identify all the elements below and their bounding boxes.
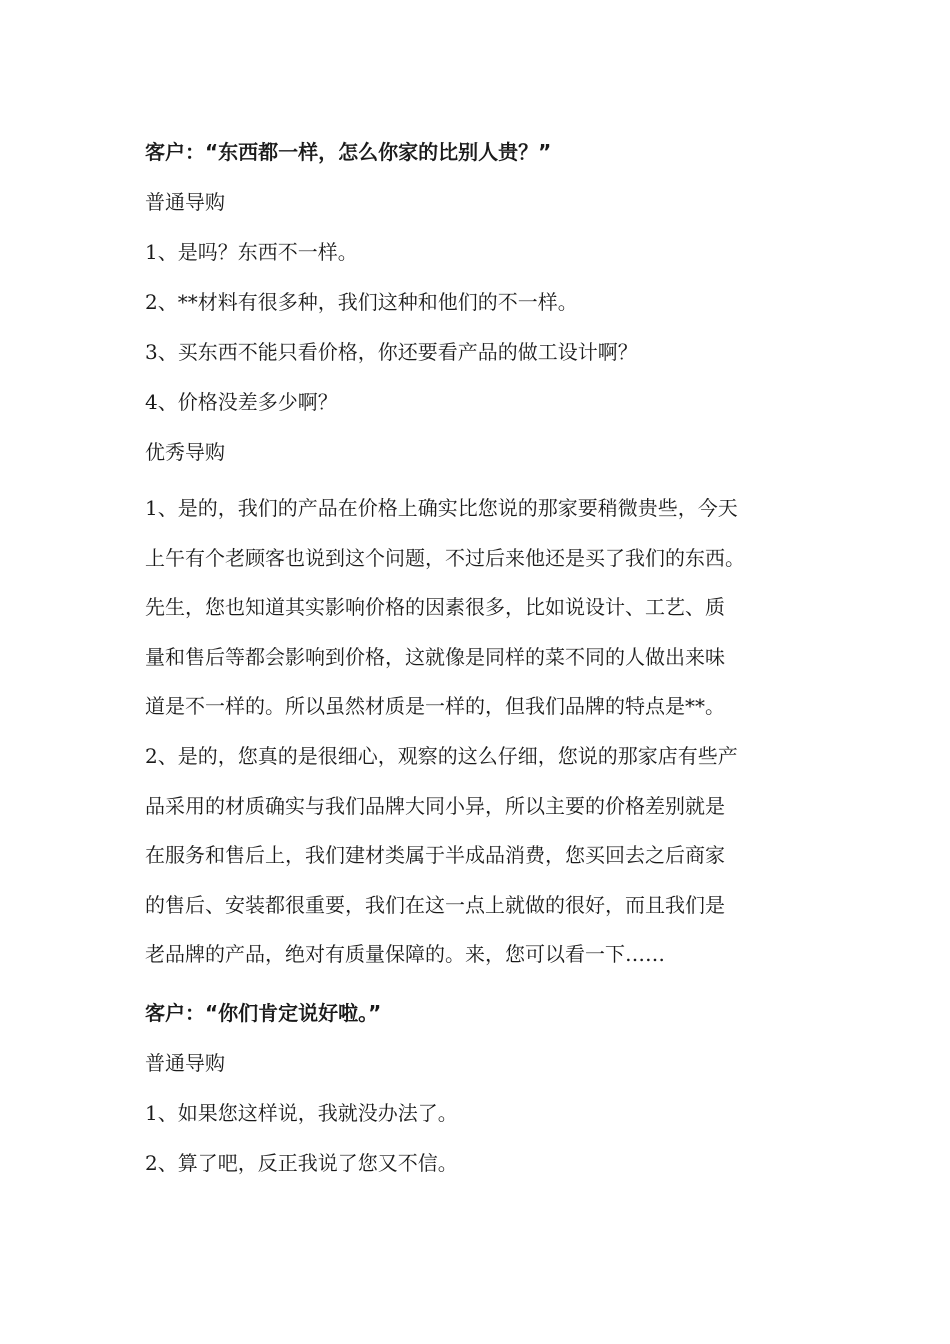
paragraph-line: 老品牌的产品，绝对有质量保障的。来，您可以看一下…… <box>145 942 665 967</box>
document-page <box>145 134 810 1195</box>
ordinary-response-item: 4、价格没差多少啊？ <box>145 390 338 414</box>
paragraph-line: 道是不一样的。所以虽然材质是一样的，但我们品牌的特点是**。 <box>145 694 725 719</box>
customer-question-heading: 客户：“东西都一样，怎么你家的比别人贵？” <box>145 140 552 164</box>
excellent-guide-label: 优秀导购 <box>145 440 225 464</box>
paragraph-line: 1、是的，我们的产品在价格上确实比您说的那家要稍微贵些，今天 <box>145 496 738 520</box>
ordinary-response-item: 2、算了吧，反正我说了您又不信。 <box>145 1150 458 1175</box>
ordinary-response-item: 2、**材料有很多种，我们这种和他们的不一样。 <box>145 290 578 314</box>
paragraph-line: 先生，您也知道其实影响价格的因素很多，比如说设计、工艺、质 <box>145 595 725 620</box>
ordinary-guide-label: 普通导购 <box>145 1050 225 1075</box>
paragraph-line: 量和售后等都会影响到价格，这就像是同样的菜不同的人做出来味 <box>145 644 725 669</box>
ordinary-response-item: 3、买东西不能只看价格，你还要看产品的做工设计啊？ <box>145 340 638 364</box>
paragraph-line: 的售后、安装都很重要，我们在这一点上就做的很好，而且我们是 <box>145 892 725 917</box>
section-spacer <box>145 980 810 995</box>
ordinary-response-item: 1、是吗？东西不一样。 <box>145 240 358 264</box>
excellent-response-paragraph <box>145 484 810 980</box>
paragraph-line: 在服务和售后上，我们建材类属于半成品消费，您买回去之后商家 <box>145 843 725 868</box>
paragraph-line: 2、是的，您真的是很细心，观察的这么仔细，您说的那家店有些产 <box>145 743 738 768</box>
customer-question-heading: 客户：“你们肯定说好啦。” <box>145 1000 382 1025</box>
paragraph-line: 上午有个老顾客也说到这个问题，不过后来他还是买了我们的东西。 <box>145 545 745 570</box>
ordinary-response-item: 1、如果您这样说，我就没办法了。 <box>145 1100 458 1125</box>
ordinary-guide-label: 普通导购 <box>145 190 225 214</box>
paragraph-line: 品采用的材质确实与我们品牌大同小异，所以主要的价格差别就是 <box>145 793 725 818</box>
